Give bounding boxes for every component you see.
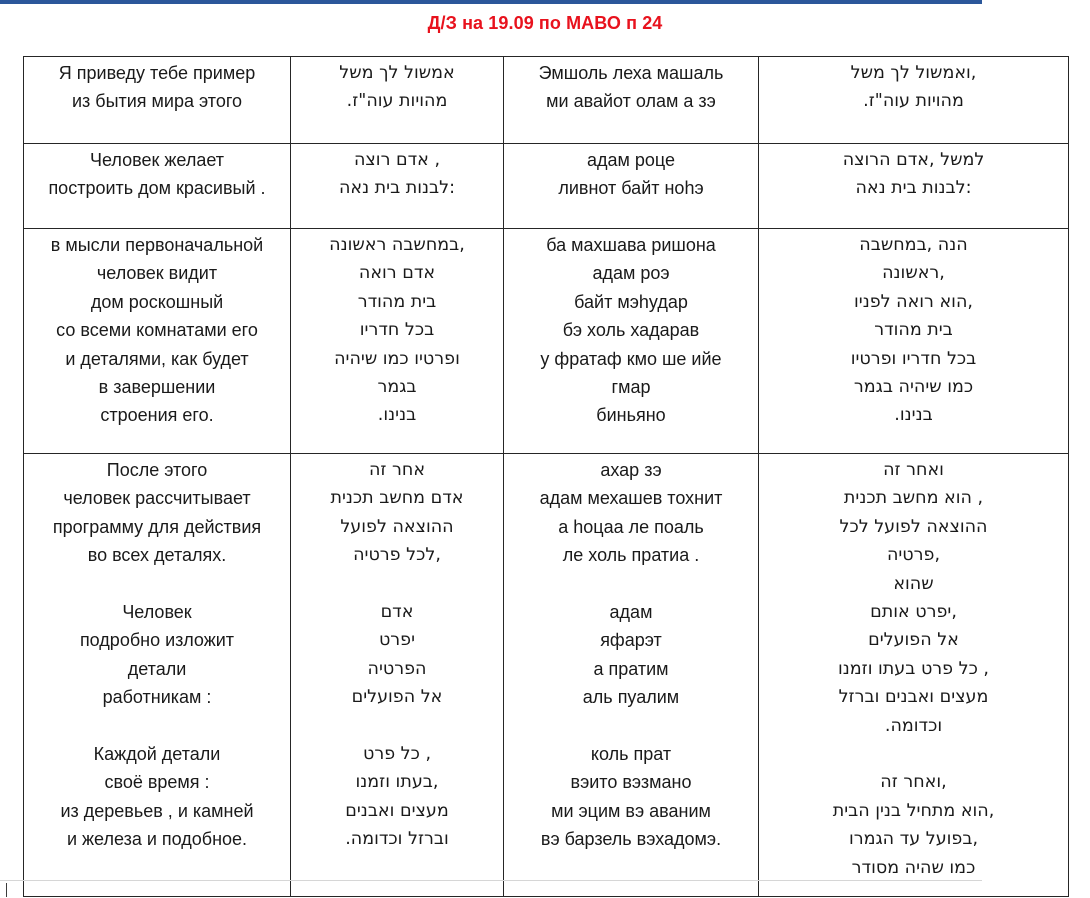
cell-line: יפרט אותם, — [870, 602, 957, 623]
cell-line: מעצים ואבנים וברזל — [838, 687, 989, 708]
page-bottom-divider — [0, 880, 982, 881]
cell-line: у фратаф кмо ше ийе — [540, 348, 722, 369]
cell-line: ливнот байт ноһэ — [558, 178, 704, 199]
cell-hebrew-short — [291, 454, 504, 897]
cell-hebrew-original — [759, 57, 1069, 144]
cell-line — [28, 712, 286, 740]
cell-line: אדם מחשב תכנית — [330, 488, 464, 509]
cell-line — [28, 570, 286, 598]
table-row — [24, 57, 1069, 144]
cell-line: программу для действия — [52, 516, 262, 537]
cell-line: бэ холь хадарав — [562, 320, 700, 341]
cell-line: ופרטיו כמו שיהיה — [334, 348, 460, 369]
cell-line: .וכדומה — [884, 715, 943, 736]
cell-russian — [24, 454, 291, 897]
cell-line: и железа и подобное. — [66, 829, 248, 850]
cell-line: гмар — [611, 377, 651, 398]
cell-line: из бытия мира этого — [71, 91, 243, 112]
cell-line: למשל ,אדם הרוצה — [842, 150, 985, 170]
cell-line: адам роце — [586, 150, 676, 170]
cell-line: своё время : — [104, 772, 210, 793]
cell-line — [295, 712, 499, 740]
cell-line: Эмшоль леха машаль — [538, 63, 724, 83]
cell-line: הוא רואה לפניו, — [854, 291, 973, 312]
cell-line: אל הפועלים — [868, 630, 959, 651]
cell-line: ואחר זה — [883, 460, 944, 480]
cell-line: הפרטיה — [367, 658, 427, 679]
cell-line: לבנות בית נאה: — [855, 178, 972, 199]
cell-hebrew-short — [291, 144, 504, 229]
cell-line: בפועל עד הגמרו, — [848, 829, 979, 850]
cell-line: מעצים ואבנים — [345, 800, 449, 821]
cell-line: адам — [609, 602, 653, 623]
table-row — [24, 144, 1069, 229]
cell-line: במחשבה ראשונה, — [329, 235, 465, 255]
cell-hebrew-original — [759, 454, 1069, 897]
cell-line: подробно изложит — [79, 630, 235, 651]
cell-line: כמו שהיה מסודר — [851, 857, 976, 878]
cell-line: во всех деталях. — [87, 545, 227, 566]
cell-line: בגמר — [377, 377, 417, 398]
cell-line: אדם — [380, 602, 414, 623]
cell-line: הוא מחשב תכנית , — [843, 488, 984, 509]
cell-line: яфарэт — [600, 630, 662, 651]
cell-line: ואמשול לך משל, — [850, 63, 977, 83]
cell-line: вэ барзель вэхадомэ. — [540, 829, 722, 850]
cell-line: биньяно — [596, 405, 666, 426]
cell-line: ми авайот олам а зэ — [546, 91, 716, 112]
cell-line: ואחר זה, — [880, 772, 947, 793]
cell-line: строения его. — [100, 405, 214, 426]
cell-line: работникам : — [102, 687, 212, 708]
cell-line: ההוצאה לפועל — [340, 516, 454, 537]
cell-line: .מהויות עוה"ז — [346, 91, 448, 112]
cell-line: человек видит — [96, 263, 218, 284]
cell-line: в завершении — [98, 377, 216, 398]
cell-line: כמו שיהיה בגמר — [853, 377, 974, 398]
cell-line: אחר זה — [368, 460, 426, 480]
cell-line: После этого — [106, 460, 208, 480]
cell-line: ле холь пратиа . — [562, 545, 700, 566]
cell-line: адам мехашев тохнит — [539, 488, 723, 509]
cell-line: לכל פרטיה, — [353, 545, 441, 566]
cell-line: בכל חדריו — [359, 320, 435, 341]
cell-line: ми эцим вэ аваним — [551, 800, 711, 821]
cell-line: дом роскошный — [90, 291, 224, 312]
cell-line — [508, 712, 754, 740]
cell-line: детали — [127, 658, 187, 679]
cell-russian — [24, 57, 291, 144]
cell-line: Каждой детали — [93, 744, 221, 765]
cell-line: коль прат — [590, 744, 672, 765]
cell-line: человек рассчитывает — [63, 488, 251, 509]
cell-line: שהוא — [893, 573, 934, 594]
cell-line: אדם רוצה , — [353, 150, 441, 170]
cell-line: в мысли первоначальной — [50, 235, 264, 255]
translation-table — [23, 56, 1069, 897]
cell-line: פרטיה, — [886, 545, 941, 566]
cell-line: а пратим — [593, 658, 669, 679]
cell-line: и деталями, как будет — [65, 348, 249, 369]
cell-line: ההוצאה לפועל לכל — [839, 516, 988, 537]
cell-hebrew-short — [291, 57, 504, 144]
cell-line: из деревьев , и камней — [60, 800, 254, 821]
cell-line: בכל חדריו ופרטיו — [850, 348, 977, 369]
cell-line: Человек желает — [90, 150, 224, 170]
cell-hebrew-short — [291, 229, 504, 454]
cell-line: אל הפועלים — [351, 687, 443, 708]
cell-line: со всеми комнатами его — [56, 320, 258, 341]
cell-hebrew-original — [759, 229, 1069, 454]
cell-line: .מהויות עוה"ז — [863, 91, 964, 112]
cell-transliteration — [504, 454, 759, 897]
cell-line: а һоцаа ле поаль — [558, 516, 704, 537]
cell-line: אדם רואה — [358, 263, 436, 284]
cell-line: בית מהודר — [874, 320, 953, 341]
cell-line: адам роэ — [592, 263, 670, 284]
cell-line: вэито вэзмано — [570, 772, 692, 793]
cell-line — [295, 570, 499, 598]
cell-line — [508, 570, 754, 598]
table-row — [24, 454, 1069, 897]
cell-line: ахар зэ — [600, 460, 662, 480]
cell-line: Человек — [122, 602, 192, 623]
cell-line: לבנות בית נאה: — [338, 178, 456, 199]
cell-line — [763, 740, 1064, 768]
cell-line: .בנינו — [377, 405, 417, 426]
cell-line: Я приведу тебе пример — [58, 63, 256, 83]
cell-line: .וברזל וכדומה — [345, 829, 449, 850]
cell-line: כל פרט בעתו וזמנו , — [837, 658, 989, 679]
cell-hebrew-original — [759, 144, 1069, 229]
cell-transliteration — [504, 229, 759, 454]
cell-line: הנה ,במחשבה — [859, 235, 968, 255]
cell-line: ба махшава ришона — [546, 235, 716, 255]
cell-line: ראשונה, — [882, 263, 945, 284]
cell-russian — [24, 144, 291, 229]
page-title: Д/З на 19.09 по МАВО п 24 — [427, 13, 663, 33]
window-top-bar — [0, 0, 982, 4]
cell-transliteration — [504, 57, 759, 144]
cell-line: аль пуалим — [582, 687, 680, 708]
text-cursor — [6, 883, 7, 897]
cell-line: כל פרט , — [362, 744, 432, 765]
cell-line: построить дом красивый . — [48, 178, 266, 199]
cell-line: אמשול לך משל — [339, 63, 455, 83]
cell-line: .בנינו — [894, 405, 933, 426]
cell-line: בית מהודר — [357, 291, 437, 312]
cell-line: בעתו וזמנו, — [355, 772, 439, 793]
cell-transliteration — [504, 144, 759, 229]
cell-russian — [24, 229, 291, 454]
cell-line: байт мэһудар — [574, 291, 688, 312]
cell-line: יפרט — [378, 630, 416, 651]
cell-line: הוא מתחיל בנין הבית, — [832, 800, 995, 821]
table-row — [24, 229, 1069, 454]
